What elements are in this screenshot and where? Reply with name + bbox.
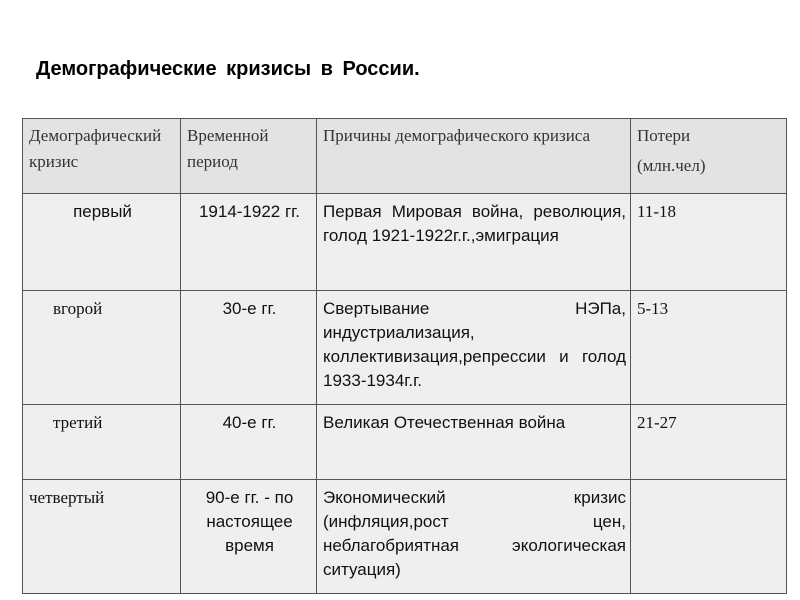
- period-cell: 40-е гг.: [181, 405, 317, 480]
- table-row: [23, 194, 787, 291]
- losses-cell: 5-13: [631, 291, 787, 405]
- crisis-cell: четвертый: [23, 480, 181, 594]
- causes-cell: Великая Отечественная война: [317, 405, 631, 480]
- header-crisis-label: Демографический кризис: [29, 126, 162, 171]
- losses-cell: [631, 480, 787, 594]
- period-cell: 30-е гг.: [181, 291, 317, 405]
- crisis-table: [22, 118, 787, 594]
- header-losses: [631, 119, 787, 194]
- losses-cell: 21-27: [631, 405, 787, 480]
- header-causes: [317, 119, 631, 194]
- crisis-cell: третий: [23, 405, 181, 480]
- losses-cell: 11-18: [631, 194, 787, 291]
- header-period-label: Временной период: [187, 126, 269, 171]
- period-cell: 1914-1922 гг.: [181, 194, 317, 291]
- table-header-row: [23, 119, 787, 194]
- header-losses-unit: (млн.чел): [637, 156, 706, 175]
- header-causes-label: Причины демографического кризиса: [323, 126, 591, 145]
- header-period: [181, 119, 317, 194]
- crisis-cell: первый: [23, 194, 181, 291]
- causes-cell: Свертывание НЭПа, индустриализация, коллективизация,репрессии и голод 1933-1934г.г.: [317, 291, 631, 405]
- crisis-cell: вгорой: [23, 291, 181, 405]
- header-losses-label: Потери: [637, 126, 691, 145]
- table-row: [23, 480, 787, 594]
- header-crisis: [23, 119, 181, 194]
- table-row: [23, 291, 787, 405]
- causes-cell: Экономический кризис (инфляция,рост цен, неблагобриятная экологическая ситуация): [317, 480, 631, 594]
- page-title: Демографические кризисы в России.: [36, 58, 420, 80]
- table-row: [23, 405, 787, 480]
- period-cell: 90-е гг. - по настоящее время: [181, 480, 317, 594]
- causes-cell: Первая Мировая война, революция, голод 1921-1922г.г.,эмиграция: [317, 194, 631, 291]
